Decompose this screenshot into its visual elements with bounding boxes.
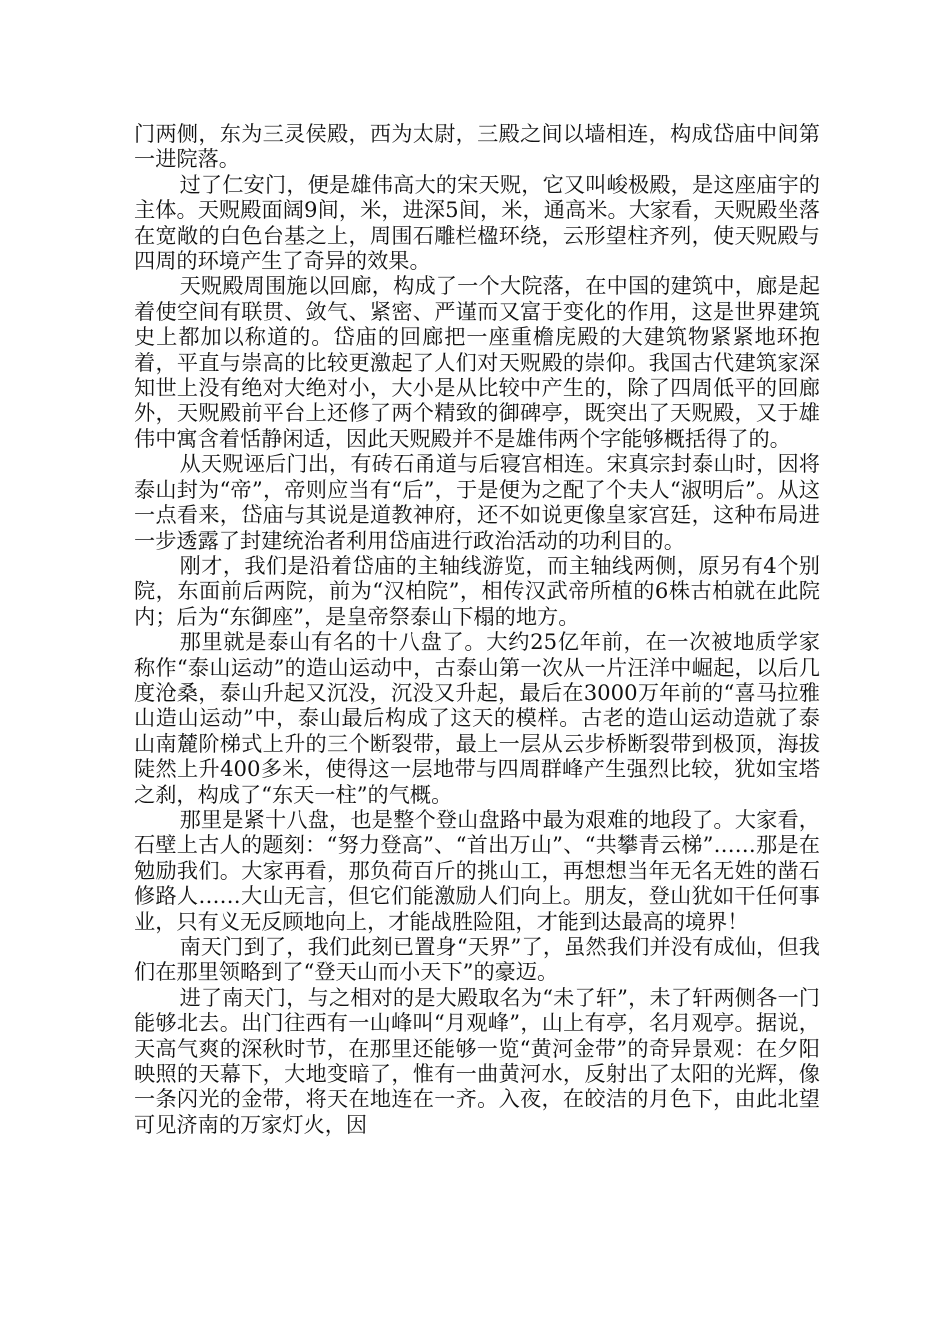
paragraph-7: 那里是紧十八盘，也是整个登山盘路中最为艰难的地段了。大家看，石壁上古人的题刻：“努力登高”、“首出万山”、“共攀青云梯”……那是在勉励我们。大家再看，那负荷百斤的挑山工，再想想当年无名无姓的凿石修路人……大山无言，但它们能激励人们向上。朋友，登山犹如干任何事业，只有义无反顾地向上，才能战胜险阻，才能到达最高的境界！: [134, 806, 820, 934]
paragraph-4: 从天贶诬后门出，有砖石甬道与后寝宫相连。宋真宗封泰山时，因将泰山封为“帝”，帝则应当有“后”，于是便为之配了个夫人“淑明后”。从这一点看来，岱庙与其说是道教神府，还不如说更像皇家宫廷，这种布局进一步透露了封建统治者利用岱庙进行政治活动的功利目的。: [134, 451, 820, 553]
paragraph-8: 南天门到了，我们此刻已置身“天界”了，虽然我们并没有成仙，但我们在那里领略到了“登天山而小天下”的豪迈。: [134, 934, 820, 985]
paragraph-2: 过了仁安门，便是雄伟高大的宋天贶，它又叫峻极殿，是这座庙宇的主体。天贶殿面阔9间，米，进深5间，米，通高米。大家看，天贶殿坐落在宽敞的白色台基之上，周围石雕栏楹环绕，云形望柱齐列，使天贶殿与四周的环境产生了奇异的效果。: [134, 171, 820, 274]
paragraph-6: 那里就是泰山有名的十八盘了。大约25亿年前，在一次被地质学家称作“泰山运动”的造山运动中，古泰山第一次从一片汪洋中崛起，以后几度沧桑，泰山升起又沉没，沉没又升起，最后在3000万年前的“喜马拉雅山造山运动”中，泰山最后构成了这天的模样。古老的造山运动造就了泰山南麓阶梯式上升的三个断裂带，最上一层从云步桥断裂带到极顶，海拔陡然上升400多米，使得这一层地带与四周群峰产生强烈比较，犹如宝塔之刹，构成了“东天一柱”的气概。: [134, 629, 820, 807]
paragraph-5: 刚才，我们是沿着岱庙的主轴线游览，而主轴线两侧，原另有4个别院，东面前后两院，前为“汉柏院”，相传汉武帝所植的6株古柏就在此院内；后为“东御座”，是皇帝祭泰山下榻的地方。: [134, 552, 820, 629]
paragraph-3: 天贶殿周围施以回廊，构成了一个大院落，在中国的建筑中，廊是起着使空间有联贯、敛气、紧密、严谨而又富于变化的作用，这是世界建筑史上都加以称道的。岱庙的回廊把一座重檐庑殿的大建筑物紧紧地环抱着，平直与崇高的比较更激起了人们对天贶殿的崇仰。我国古代建筑家深知世上没有绝对大绝对小，大小是从比较中产生的，除了四周低平的回廊外，天贶殿前平台上还修了两个精致的御碑亭，既突出了天贶殿，又于雄伟中寓含着恬静闲适，因此天贶殿并不是雄伟两个字能够概括得了的。: [134, 273, 820, 451]
paragraph-9: 进了南天门，与之相对的是大殿取名为“未了轩”，未了轩两侧各一门能够北去。出门往西有一山峰叫“月观峰”，山上有亭，名月观亭。据说，天高气爽的深秋时节，在那里还能够一览“黄河金带”的奇异景观：在夕阳映照的天幕下，大地变暗了，惟有一曲黄河水，反射出了太阳的光辉，像一条闪光的金带，将天在地连在一齐。入夜，在皎洁的月色下，由此北望可见济南的万家灯火，因: [134, 984, 820, 1137]
paragraph-1: 门两侧，东为三灵侯殿，西为太尉，三殿之间以墙相连，构成岱庙中间第一进院落。: [134, 121, 820, 172]
document-page: [134, 121, 820, 1137]
